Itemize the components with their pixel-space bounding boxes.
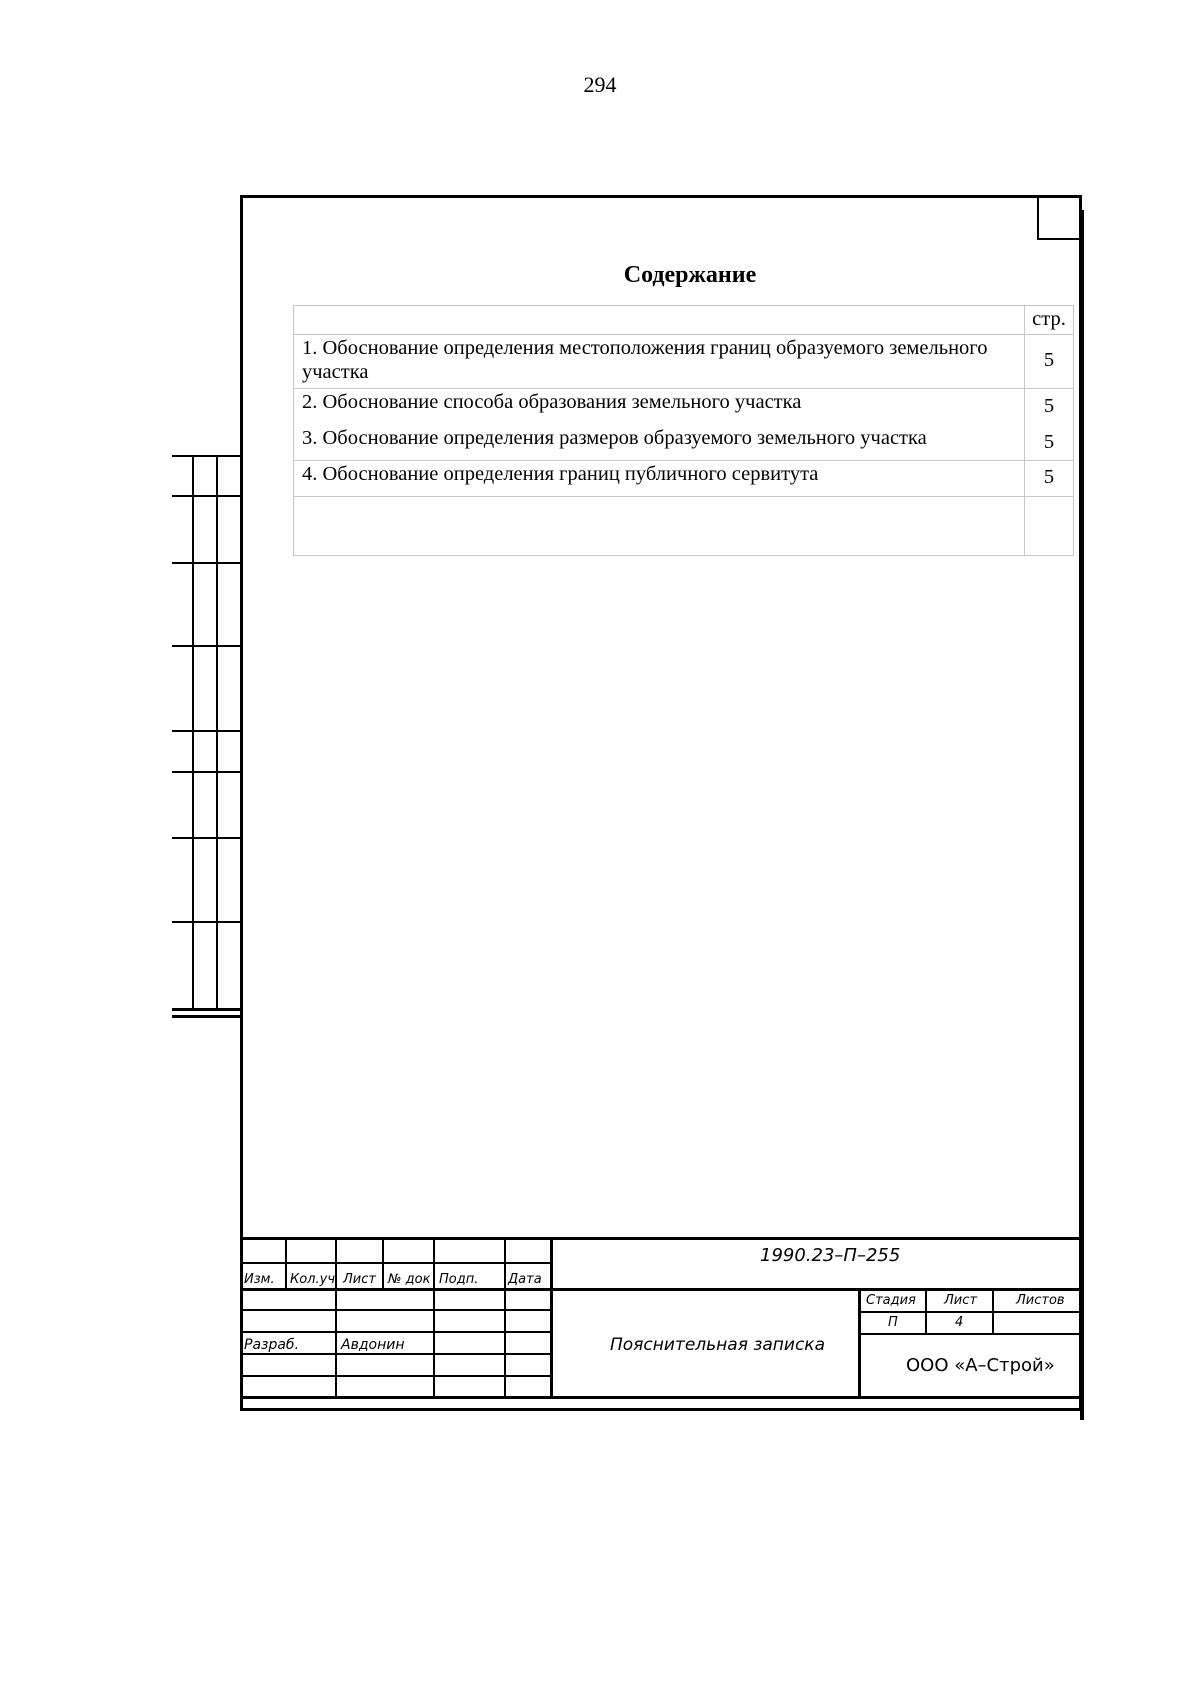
document-title: Пояснительная записка	[610, 1335, 825, 1355]
header-list: Лист	[343, 1272, 376, 1287]
stage-value: П	[888, 1315, 898, 1330]
header-kol-uch: Кол.уч	[290, 1272, 335, 1287]
header-n-dok: № док	[388, 1272, 431, 1287]
organization: ООО «А–Строй»	[906, 1355, 1055, 1376]
toc-row	[294, 388, 1074, 460]
developer-name: Авдонин	[341, 1337, 405, 1353]
sheet-label: Лист	[944, 1293, 977, 1308]
toc-item-page-cell	[1025, 388, 1074, 460]
toc-item-label: 3. Обоснование определения размеров образуемого земельного участка	[302, 426, 927, 449]
toc-empty-cell	[294, 496, 1025, 555]
sheet-value: 4	[955, 1315, 964, 1330]
toc-item-label: 4. Обоснование определения границ публичного сервитута	[294, 460, 1025, 496]
side-stamp	[172, 455, 240, 1020]
page-number: 294	[583, 72, 617, 97]
developer-role: Разраб.	[244, 1337, 300, 1353]
sheets-label: Листов	[1016, 1293, 1065, 1308]
header-data: Дата	[508, 1272, 542, 1287]
toc-item-page: 5	[1025, 334, 1074, 388]
frame-corner-box	[1037, 198, 1080, 240]
toc-page-header: стр.	[1025, 306, 1074, 335]
toc-row	[294, 460, 1074, 496]
toc-header-row	[294, 306, 1074, 335]
toc-empty-cell	[1025, 496, 1074, 555]
toc-row	[294, 334, 1074, 388]
header-podp: Подп.	[439, 1272, 479, 1287]
toc-empty-row	[294, 496, 1074, 555]
toc-item-page: 5	[1043, 394, 1055, 417]
toc-table	[293, 305, 1074, 556]
toc-item-label: 2. Обоснование способа образования земельного участка	[302, 390, 802, 413]
toc-header-blank	[294, 306, 1025, 335]
toc-item-label: 1. Обоснование определения местоположения границ образуемого земельного участка	[294, 334, 1025, 388]
toc-item-page: 5	[1025, 460, 1074, 496]
toc-item-page: 5	[1043, 430, 1055, 453]
title-block	[240, 1237, 1082, 1398]
toc-title: Содержание	[623, 262, 757, 288]
header-izm: Изм.	[244, 1272, 275, 1287]
toc-item-cell	[294, 388, 1025, 460]
document-code: 1990.23–П–255	[760, 1245, 901, 1266]
stage-label: Стадия	[866, 1293, 916, 1308]
